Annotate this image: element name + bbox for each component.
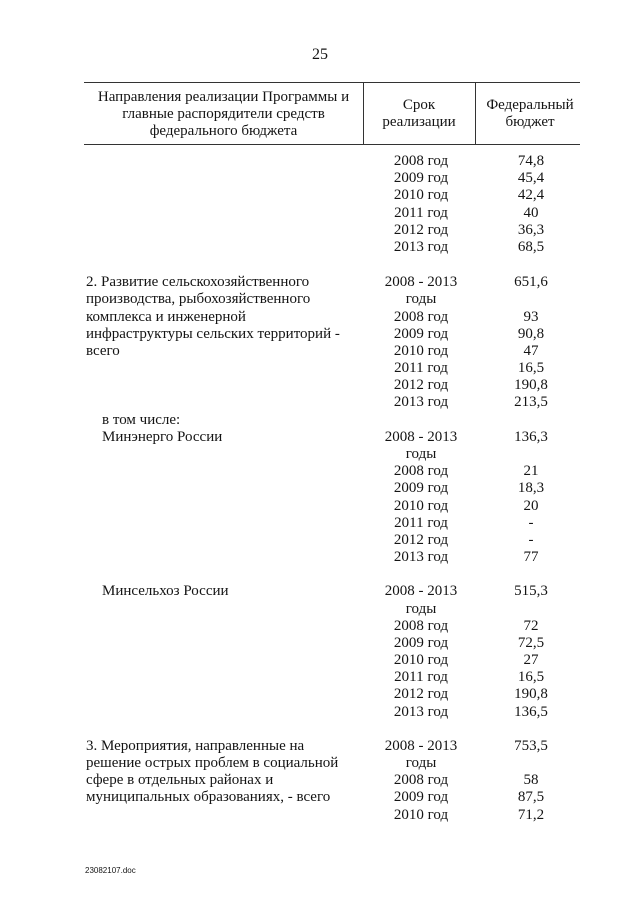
row-term: 2013 год	[393, 394, 449, 411]
table-body	[0, 153, 640, 824]
row-budget-value: 47	[523, 342, 539, 359]
row-budget-value: 74,8	[517, 153, 545, 169]
row-description: Минсельхоз России	[102, 583, 229, 600]
table-row	[0, 515, 640, 532]
row-budget-value: 20	[523, 497, 539, 514]
row-budget-value: 753,5	[514, 737, 548, 754]
table-row	[0, 669, 640, 686]
row-budget-value: 40	[523, 204, 539, 221]
header-direction	[84, 89, 363, 140]
row-description: муниципальных образованиях, - всего	[86, 789, 331, 806]
header-term-line: Срок	[402, 97, 436, 113]
table-row	[0, 309, 640, 326]
row-budget-value: -	[528, 514, 534, 531]
header-budget-line: Федеральный	[486, 97, 574, 113]
row-description: в том числе:	[102, 411, 181, 428]
row-term: 2012 год	[393, 531, 449, 548]
row-description: 2. Развитие сельскохозяйственного	[86, 274, 310, 291]
row-term: 2008 - 2013	[384, 737, 458, 754]
row-description: 3. Мероприятия, направленные на	[86, 737, 305, 754]
table-row	[0, 532, 640, 549]
table-section	[0, 583, 640, 721]
row-term: 2011 год	[394, 514, 448, 531]
row-term: 2008 год	[393, 153, 449, 169]
row-term: 2011 год	[394, 669, 448, 686]
table-row	[0, 652, 640, 669]
row-term: 2010 год	[393, 342, 449, 359]
row-term: годы	[405, 291, 437, 308]
table-row	[0, 343, 640, 360]
table-top-rule	[84, 82, 580, 83]
table-row	[0, 635, 640, 652]
row-budget-value: 515,3	[514, 583, 548, 600]
row-term: годы	[405, 446, 437, 462]
row-budget-value: 42,4	[517, 187, 545, 204]
table-row	[0, 205, 640, 222]
row-description: инфраструктуры сельских территорий -	[86, 325, 340, 342]
table-row	[0, 807, 640, 824]
header-direction-line: федерального бюджета	[149, 123, 298, 139]
row-budget-value: 58	[523, 772, 539, 789]
row-budget-value: 16,5	[517, 669, 545, 686]
row-budget-value: 21	[523, 463, 539, 480]
row-budget-value: 213,5	[514, 394, 548, 411]
row-term: 2013 год	[393, 549, 449, 566]
table-row	[0, 789, 640, 806]
row-description: Минэнерго России	[102, 428, 223, 445]
row-budget-value: 77	[523, 549, 539, 566]
row-term: 2008 год	[393, 772, 449, 789]
row-term: 2013 год	[393, 703, 449, 720]
row-budget-value: 72,5	[517, 634, 545, 651]
row-budget-value: 90,8	[517, 325, 545, 342]
table-row	[0, 429, 640, 446]
row-term: 2008 - 2013	[384, 428, 458, 445]
row-description: комплекса и инженерной	[86, 308, 246, 325]
row-budget-value: 136,3	[514, 428, 548, 445]
table-row	[0, 412, 640, 429]
table-row	[0, 394, 640, 411]
row-budget-value: 18,3	[517, 480, 545, 497]
table-row	[0, 360, 640, 377]
row-budget-value: -	[528, 531, 534, 548]
row-description: всего	[86, 342, 120, 359]
row-budget-value: 93	[523, 308, 539, 325]
table-row	[0, 772, 640, 789]
table-row	[0, 291, 640, 308]
row-term: 2009 год	[393, 480, 449, 497]
table-row	[0, 326, 640, 343]
table-row	[0, 686, 640, 703]
header-budget	[475, 97, 585, 131]
row-budget-value: 68,5	[517, 238, 545, 255]
header-term	[363, 97, 475, 131]
table-row	[0, 480, 640, 497]
row-budget-value: 87,5	[517, 789, 545, 806]
table-row	[0, 583, 640, 600]
row-term: 2008 - 2013	[384, 274, 458, 291]
row-term: 2008 год	[393, 463, 449, 480]
row-term: 2009 год	[393, 325, 449, 342]
header-budget-line: бюджет	[505, 114, 555, 130]
row-term: 2010 год	[393, 497, 449, 514]
row-term: годы	[405, 600, 437, 617]
row-budget-value: 36,3	[517, 221, 545, 238]
table-row	[0, 755, 640, 772]
table-section	[0, 274, 640, 412]
table-row	[0, 738, 640, 755]
row-budget-value: 45,4	[517, 170, 545, 187]
page-number: 25	[312, 46, 328, 63]
table-row	[0, 170, 640, 187]
table-section	[0, 153, 640, 256]
row-budget-value: 136,5	[514, 703, 548, 720]
row-budget-value: 72	[523, 617, 539, 634]
table-row	[0, 239, 640, 256]
table-row	[0, 601, 640, 618]
row-description: решение острых проблем в социальной	[86, 755, 339, 771]
row-term: 2009 год	[393, 789, 449, 806]
row-budget-value: 651,6	[514, 274, 548, 291]
table-row	[0, 498, 640, 515]
footer-filename: 23082107.doc	[85, 866, 136, 875]
row-term: 2011 год	[394, 204, 448, 221]
table-row	[0, 222, 640, 239]
row-term: 2013 год	[393, 238, 449, 255]
row-term: 2012 год	[393, 221, 449, 238]
row-term: 2008 год	[393, 308, 449, 325]
header-direction-line: главные распорядители средств	[122, 106, 325, 122]
row-budget-value: 190,8	[514, 686, 548, 703]
table-section	[0, 738, 640, 824]
row-description: производства, рыбохозяйственного	[86, 291, 311, 308]
table-row	[0, 274, 640, 291]
table-row	[0, 446, 640, 463]
table-row	[0, 704, 640, 721]
row-budget-value: 16,5	[517, 360, 545, 377]
row-term: 2010 год	[393, 806, 449, 823]
table-header-bottom-rule	[84, 144, 580, 145]
table-row	[0, 153, 640, 170]
table-row	[0, 463, 640, 480]
table-section	[0, 412, 640, 567]
row-term: 2012 год	[393, 377, 449, 394]
row-term: 2011 год	[394, 360, 448, 377]
row-term: 2010 год	[393, 187, 449, 204]
row-description: сфере в отдельных районах и	[86, 772, 274, 789]
row-term: 2008 год	[393, 617, 449, 634]
table-row	[0, 549, 640, 566]
header-term-line: реализации	[382, 114, 456, 130]
row-term: 2012 год	[393, 686, 449, 703]
table-row	[0, 377, 640, 394]
row-budget-value: 71,2	[517, 806, 545, 823]
row-budget-value: 27	[523, 652, 539, 669]
header-direction-line: Направления реализации Программы и	[97, 89, 350, 105]
row-term: 2009 год	[393, 170, 449, 187]
row-term: годы	[405, 755, 437, 771]
row-term: 2008 - 2013	[384, 583, 458, 600]
row-term: 2009 год	[393, 634, 449, 651]
table-row	[0, 187, 640, 204]
row-term: 2010 год	[393, 652, 449, 669]
table-row	[0, 618, 640, 635]
row-budget-value: 190,8	[514, 377, 548, 394]
